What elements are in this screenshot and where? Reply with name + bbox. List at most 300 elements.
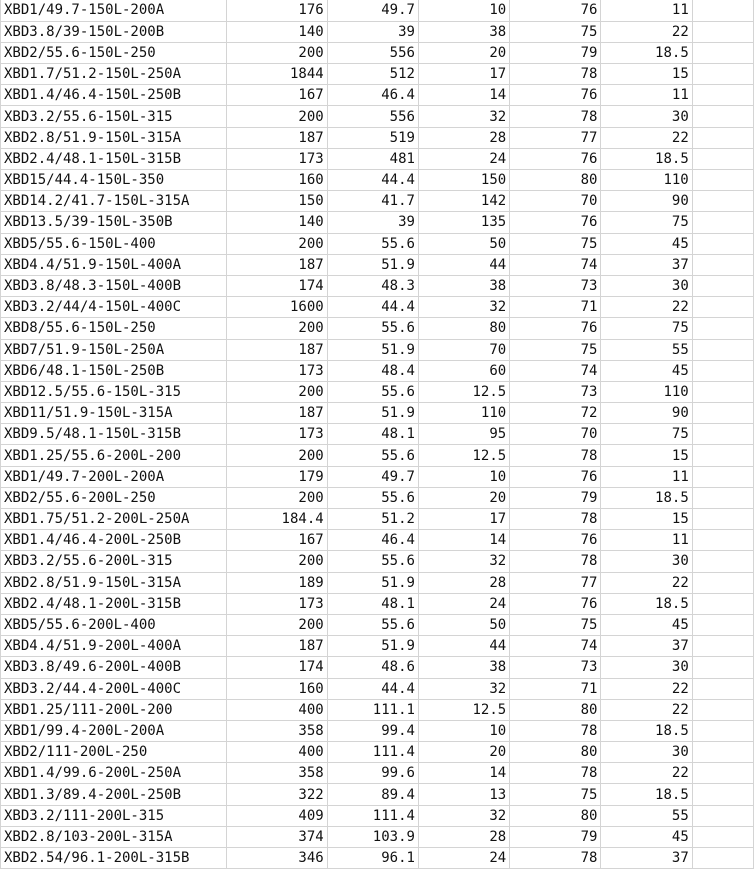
cell-value[interactable]: 51.9	[327, 403, 418, 424]
cell-model[interactable]: XBD1/49.7-150L-200A	[1, 0, 227, 21]
cell-value[interactable]: 160	[227, 170, 328, 191]
cell-empty[interactable]	[692, 297, 753, 318]
cell-value[interactable]: 48.4	[327, 360, 418, 381]
cell-value[interactable]: 12.5	[418, 699, 509, 720]
cell-value[interactable]: 22	[601, 678, 692, 699]
cell-empty[interactable]	[692, 445, 753, 466]
cell-empty[interactable]	[692, 424, 753, 445]
cell-value[interactable]: 135	[418, 212, 509, 233]
cell-value[interactable]: 44	[418, 636, 509, 657]
cell-value[interactable]: 173	[227, 593, 328, 614]
cell-value[interactable]: 174	[227, 275, 328, 296]
cell-value[interactable]: 179	[227, 466, 328, 487]
cell-value[interactable]: 76	[510, 148, 601, 169]
table-row	[1, 657, 754, 678]
cell-model[interactable]: XBD8/55.6-150L-250	[1, 318, 227, 339]
cell-value[interactable]: 167	[227, 85, 328, 106]
cell-value[interactable]: 75	[510, 339, 601, 360]
cell-empty[interactable]	[692, 170, 753, 191]
cell-value[interactable]: 30	[601, 551, 692, 572]
cell-value[interactable]: 346	[227, 848, 328, 869]
cell-value[interactable]: 74	[510, 360, 601, 381]
cell-value[interactable]: 46.4	[327, 530, 418, 551]
cell-model[interactable]: XBD1.7/51.2-150L-250A	[1, 64, 227, 85]
cell-model[interactable]: XBD1.75/51.2-200L-250A	[1, 509, 227, 530]
cell-value[interactable]: 30	[601, 106, 692, 127]
cell-empty[interactable]	[692, 360, 753, 381]
cell-empty[interactable]	[692, 339, 753, 360]
cell-value[interactable]: 74	[510, 636, 601, 657]
cell-value[interactable]: 96.1	[327, 848, 418, 869]
cell-empty[interactable]	[692, 826, 753, 847]
cell-value[interactable]: 80	[418, 318, 509, 339]
cell-value[interactable]: 48.6	[327, 657, 418, 678]
table-row	[1, 381, 754, 402]
cell-value[interactable]: 78	[510, 445, 601, 466]
cell-value[interactable]: 174	[227, 657, 328, 678]
cell-value[interactable]: 111.4	[327, 742, 418, 763]
cell-value[interactable]: 79	[510, 42, 601, 63]
cell-value[interactable]: 30	[601, 275, 692, 296]
cell-value[interactable]: 76	[510, 593, 601, 614]
cell-value[interactable]: 14	[418, 530, 509, 551]
cell-value[interactable]: 173	[227, 360, 328, 381]
cell-model[interactable]: XBD2/55.6-150L-250	[1, 42, 227, 63]
cell-empty[interactable]	[692, 593, 753, 614]
cell-value[interactable]: 15	[601, 64, 692, 85]
cell-value[interactable]: 75	[601, 212, 692, 233]
cell-value[interactable]: 111.4	[327, 805, 418, 826]
cell-value[interactable]: 11	[601, 85, 692, 106]
cell-value[interactable]: 15	[601, 445, 692, 466]
cell-value[interactable]: 556	[327, 42, 418, 63]
cell-value[interactable]: 80	[510, 170, 601, 191]
cell-value[interactable]: 41.7	[327, 191, 418, 212]
cell-value[interactable]: 44.4	[327, 297, 418, 318]
cell-value[interactable]: 71	[510, 678, 601, 699]
cell-model[interactable]: XBD3.2/55.6-150L-315	[1, 106, 227, 127]
cell-value[interactable]: 187	[227, 127, 328, 148]
table-body	[1, 0, 754, 869]
cell-value[interactable]: 46.4	[327, 85, 418, 106]
cell-value[interactable]: 90	[601, 403, 692, 424]
table-row	[1, 148, 754, 169]
cell-value[interactable]: 44.4	[327, 170, 418, 191]
cell-value[interactable]: 48.3	[327, 275, 418, 296]
cell-value[interactable]: 73	[510, 657, 601, 678]
cell-value[interactable]: 150	[418, 170, 509, 191]
cell-model[interactable]: XBD1.25/111-200L-200	[1, 699, 227, 720]
cell-value[interactable]: 358	[227, 720, 328, 741]
cell-value[interactable]: 55.6	[327, 445, 418, 466]
cell-value[interactable]: 200	[227, 106, 328, 127]
cell-model[interactable]: XBD2.8/51.9-150L-315A	[1, 572, 227, 593]
cell-value[interactable]: 110	[418, 403, 509, 424]
cell-value[interactable]: 50	[418, 614, 509, 635]
cell-value[interactable]: 18.5	[601, 720, 692, 741]
cell-value[interactable]: 48.1	[327, 424, 418, 445]
cell-value[interactable]: 78	[510, 509, 601, 530]
cell-value[interactable]: 187	[227, 636, 328, 657]
cell-value[interactable]: 99.6	[327, 763, 418, 784]
cell-value[interactable]: 72	[510, 403, 601, 424]
cell-model[interactable]: XBD3.8/49.6-200L-400B	[1, 657, 227, 678]
cell-value[interactable]: 1600	[227, 297, 328, 318]
cell-empty[interactable]	[692, 742, 753, 763]
cell-empty[interactable]	[692, 551, 753, 572]
cell-value[interactable]: 55.6	[327, 614, 418, 635]
cell-value[interactable]: 32	[418, 678, 509, 699]
cell-value[interactable]: 55.6	[327, 381, 418, 402]
cell-value[interactable]: 11	[601, 0, 692, 21]
cell-model[interactable]: XBD6/48.1-150L-250B	[1, 360, 227, 381]
cell-empty[interactable]	[692, 106, 753, 127]
cell-value[interactable]: 45	[601, 826, 692, 847]
cell-value[interactable]: 76	[510, 85, 601, 106]
cell-value[interactable]: 49.7	[327, 466, 418, 487]
cell-value[interactable]: 519	[327, 127, 418, 148]
cell-model[interactable]: XBD3.8/39-150L-200B	[1, 21, 227, 42]
cell-model[interactable]: XBD13.5/39-150L-350B	[1, 212, 227, 233]
cell-empty[interactable]	[692, 848, 753, 869]
cell-value[interactable]: 37	[601, 636, 692, 657]
cell-value[interactable]: 78	[510, 763, 601, 784]
cell-model[interactable]: XBD5/55.6-150L-400	[1, 233, 227, 254]
cell-model[interactable]: XBD11/51.9-150L-315A	[1, 403, 227, 424]
cell-value[interactable]: 78	[510, 106, 601, 127]
cell-value[interactable]: 15	[601, 509, 692, 530]
cell-value[interactable]: 28	[418, 572, 509, 593]
cell-empty[interactable]	[692, 85, 753, 106]
cell-value[interactable]: 75	[601, 318, 692, 339]
cell-model[interactable]: XBD7/51.9-150L-250A	[1, 339, 227, 360]
cell-value[interactable]: 11	[601, 530, 692, 551]
cell-value[interactable]: 51.9	[327, 254, 418, 275]
cell-value[interactable]: 111.1	[327, 699, 418, 720]
cell-value[interactable]: 55	[601, 339, 692, 360]
cell-empty[interactable]	[692, 233, 753, 254]
cell-value[interactable]: 50	[418, 233, 509, 254]
cell-value[interactable]: 79	[510, 487, 601, 508]
cell-value[interactable]: 12.5	[418, 445, 509, 466]
cell-empty[interactable]	[692, 572, 753, 593]
cell-value[interactable]: 37	[601, 254, 692, 275]
cell-value[interactable]: 200	[227, 551, 328, 572]
cell-empty[interactable]	[692, 0, 753, 21]
cell-value[interactable]: 39	[327, 21, 418, 42]
cell-value[interactable]: 28	[418, 826, 509, 847]
cell-value[interactable]: 103.9	[327, 826, 418, 847]
cell-value[interactable]: 70	[510, 191, 601, 212]
cell-value[interactable]: 75	[510, 21, 601, 42]
cell-value[interactable]: 13	[418, 784, 509, 805]
cell-value[interactable]: 200	[227, 381, 328, 402]
cell-empty[interactable]	[692, 784, 753, 805]
cell-value[interactable]: 110	[601, 170, 692, 191]
cell-value[interactable]: 48.1	[327, 593, 418, 614]
cell-value[interactable]: 409	[227, 805, 328, 826]
cell-value[interactable]: 556	[327, 106, 418, 127]
cell-value[interactable]: 37	[601, 848, 692, 869]
cell-value[interactable]: 45	[601, 233, 692, 254]
cell-model[interactable]: XBD3.2/111-200L-315	[1, 805, 227, 826]
cell-value[interactable]: 160	[227, 678, 328, 699]
cell-value[interactable]: 89.4	[327, 784, 418, 805]
cell-value[interactable]: 173	[227, 148, 328, 169]
table-row	[1, 191, 754, 212]
cell-value[interactable]: 73	[510, 381, 601, 402]
cell-value[interactable]: 22	[601, 127, 692, 148]
cell-value[interactable]: 99.4	[327, 720, 418, 741]
cell-value[interactable]: 400	[227, 699, 328, 720]
cell-model[interactable]: XBD2.4/48.1-150L-315B	[1, 148, 227, 169]
cell-value[interactable]: 71	[510, 297, 601, 318]
cell-value[interactable]: 79	[510, 826, 601, 847]
cell-value[interactable]: 14	[418, 763, 509, 784]
cell-model[interactable]: XBD3.2/44.4-200L-400C	[1, 678, 227, 699]
cell-value[interactable]: 10	[418, 0, 509, 21]
cell-value[interactable]: 189	[227, 572, 328, 593]
cell-value[interactable]: 45	[601, 614, 692, 635]
cell-value[interactable]: 55.6	[327, 487, 418, 508]
cell-value[interactable]: 14	[418, 85, 509, 106]
table-row	[1, 233, 754, 254]
cell-empty[interactable]	[692, 466, 753, 487]
cell-value[interactable]: 76	[510, 466, 601, 487]
cell-value[interactable]: 187	[227, 254, 328, 275]
cell-value[interactable]: 10	[418, 720, 509, 741]
cell-value[interactable]: 38	[418, 21, 509, 42]
cell-value[interactable]: 51.9	[327, 572, 418, 593]
cell-value[interactable]: 187	[227, 403, 328, 424]
cell-value[interactable]: 1844	[227, 64, 328, 85]
cell-value[interactable]: 75	[510, 233, 601, 254]
cell-value[interactable]: 200	[227, 318, 328, 339]
cell-value[interactable]: 11	[601, 466, 692, 487]
cell-model[interactable]: XBD2.8/51.9-150L-315A	[1, 127, 227, 148]
cell-value[interactable]: 76	[510, 0, 601, 21]
cell-value[interactable]: 187	[227, 339, 328, 360]
cell-value[interactable]: 12.5	[418, 381, 509, 402]
cell-empty[interactable]	[692, 763, 753, 784]
cell-value[interactable]: 30	[601, 742, 692, 763]
cell-value[interactable]: 60	[418, 360, 509, 381]
cell-value[interactable]: 24	[418, 148, 509, 169]
cell-value[interactable]: 90	[601, 191, 692, 212]
cell-value[interactable]: 200	[227, 445, 328, 466]
cell-model[interactable]: XBD1.4/46.4-200L-250B	[1, 530, 227, 551]
cell-value[interactable]: 173	[227, 424, 328, 445]
cell-empty[interactable]	[692, 509, 753, 530]
cell-model[interactable]: XBD2.8/103-200L-315A	[1, 826, 227, 847]
cell-value[interactable]: 74	[510, 254, 601, 275]
cell-value[interactable]: 358	[227, 763, 328, 784]
cell-model[interactable]: XBD1.25/55.6-200L-200	[1, 445, 227, 466]
cell-value[interactable]: 32	[418, 551, 509, 572]
cell-empty[interactable]	[692, 64, 753, 85]
cell-value[interactable]: 76	[510, 318, 601, 339]
cell-value[interactable]: 55.6	[327, 318, 418, 339]
cell-value[interactable]: 22	[601, 699, 692, 720]
cell-empty[interactable]	[692, 636, 753, 657]
cell-value[interactable]: 200	[227, 614, 328, 635]
cell-empty[interactable]	[692, 530, 753, 551]
cell-value[interactable]: 184.4	[227, 509, 328, 530]
cell-value[interactable]: 18.5	[601, 487, 692, 508]
cell-model[interactable]: XBD5/55.6-200L-400	[1, 614, 227, 635]
cell-model[interactable]: XBD2/55.6-200L-250	[1, 487, 227, 508]
cell-model[interactable]: XBD2.54/96.1-200L-315B	[1, 848, 227, 869]
cell-model[interactable]: XBD4.4/51.9-200L-400A	[1, 636, 227, 657]
cell-model[interactable]: XBD3.2/55.6-200L-315	[1, 551, 227, 572]
cell-empty[interactable]	[692, 657, 753, 678]
cell-value[interactable]: 18.5	[601, 784, 692, 805]
cell-value[interactable]: 51.9	[327, 339, 418, 360]
cell-value[interactable]: 176	[227, 0, 328, 21]
cell-model[interactable]: XBD2/111-200L-250	[1, 742, 227, 763]
cell-value[interactable]: 374	[227, 826, 328, 847]
cell-value[interactable]: 55.6	[327, 233, 418, 254]
cell-value[interactable]: 150	[227, 191, 328, 212]
cell-empty[interactable]	[692, 275, 753, 296]
cell-empty[interactable]	[692, 805, 753, 826]
cell-value[interactable]: 140	[227, 21, 328, 42]
cell-empty[interactable]	[692, 254, 753, 275]
cell-value[interactable]: 75	[601, 424, 692, 445]
cell-model[interactable]: XBD1.4/99.6-200L-250A	[1, 763, 227, 784]
table-row	[1, 826, 754, 847]
cell-value[interactable]: 22	[601, 21, 692, 42]
table-row	[1, 0, 754, 21]
cell-value[interactable]: 30	[601, 657, 692, 678]
cell-value[interactable]: 38	[418, 275, 509, 296]
cell-value[interactable]: 73	[510, 275, 601, 296]
cell-value[interactable]: 167	[227, 530, 328, 551]
cell-empty[interactable]	[692, 678, 753, 699]
cell-value[interactable]: 400	[227, 742, 328, 763]
cell-value[interactable]: 80	[510, 742, 601, 763]
cell-empty[interactable]	[692, 212, 753, 233]
cell-value[interactable]: 51.9	[327, 636, 418, 657]
cell-value[interactable]: 77	[510, 572, 601, 593]
cell-model[interactable]: XBD12.5/55.6-150L-315	[1, 381, 227, 402]
cell-value[interactable]: 20	[418, 742, 509, 763]
cell-value[interactable]: 51.2	[327, 509, 418, 530]
cell-value[interactable]: 76	[510, 212, 601, 233]
table-row	[1, 360, 754, 381]
cell-model[interactable]: XBD9.5/48.1-150L-315B	[1, 424, 227, 445]
cell-value[interactable]: 80	[510, 805, 601, 826]
cell-value[interactable]: 80	[510, 699, 601, 720]
cell-value[interactable]: 22	[601, 572, 692, 593]
cell-value[interactable]: 20	[418, 487, 509, 508]
cell-value[interactable]: 322	[227, 784, 328, 805]
cell-value[interactable]: 20	[418, 42, 509, 63]
cell-value[interactable]: 78	[510, 720, 601, 741]
cell-model[interactable]: XBD2.4/48.1-200L-315B	[1, 593, 227, 614]
cell-value[interactable]: 200	[227, 487, 328, 508]
cell-empty[interactable]	[692, 614, 753, 635]
cell-value[interactable]: 49.7	[327, 0, 418, 21]
cell-model[interactable]: XBD1.3/89.4-200L-250B	[1, 784, 227, 805]
cell-model[interactable]: XBD3.2/44/4-150L-400C	[1, 297, 227, 318]
cell-value[interactable]: 32	[418, 805, 509, 826]
cell-value[interactable]: 24	[418, 593, 509, 614]
cell-value[interactable]: 78	[510, 64, 601, 85]
cell-value[interactable]: 17	[418, 64, 509, 85]
cell-empty[interactable]	[692, 148, 753, 169]
cell-value[interactable]: 45	[601, 360, 692, 381]
cell-value[interactable]: 22	[601, 763, 692, 784]
cell-value[interactable]: 78	[510, 848, 601, 869]
cell-value[interactable]: 75	[510, 784, 601, 805]
cell-empty[interactable]	[692, 318, 753, 339]
cell-value[interactable]: 38	[418, 657, 509, 678]
cell-value[interactable]: 18.5	[601, 593, 692, 614]
cell-value[interactable]: 140	[227, 212, 328, 233]
cell-empty[interactable]	[692, 381, 753, 402]
table-row	[1, 763, 754, 784]
cell-value[interactable]: 28	[418, 127, 509, 148]
cell-value[interactable]: 78	[510, 551, 601, 572]
cell-empty[interactable]	[692, 403, 753, 424]
cell-model[interactable]: XBD14.2/41.7-150L-315A	[1, 191, 227, 212]
cell-value[interactable]: 22	[601, 297, 692, 318]
cell-value[interactable]: 77	[510, 127, 601, 148]
cell-model[interactable]: XBD4.4/51.9-150L-400A	[1, 254, 227, 275]
cell-value[interactable]: 32	[418, 297, 509, 318]
cell-empty[interactable]	[692, 699, 753, 720]
cell-value[interactable]: 95	[418, 424, 509, 445]
cell-value[interactable]: 200	[227, 42, 328, 63]
cell-model[interactable]: XBD3.8/48.3-150L-400B	[1, 275, 227, 296]
cell-value[interactable]: 200	[227, 233, 328, 254]
cell-empty[interactable]	[692, 42, 753, 63]
cell-value[interactable]: 110	[601, 381, 692, 402]
cell-value[interactable]: 55	[601, 805, 692, 826]
cell-empty[interactable]	[692, 487, 753, 508]
cell-value[interactable]: 70	[418, 339, 509, 360]
table-row	[1, 339, 754, 360]
cell-value[interactable]: 481	[327, 148, 418, 169]
cell-value[interactable]: 70	[510, 424, 601, 445]
cell-empty[interactable]	[692, 21, 753, 42]
cell-value[interactable]: 24	[418, 848, 509, 869]
cell-value[interactable]: 44.4	[327, 678, 418, 699]
cell-model[interactable]: XBD1/99.4-200L-200A	[1, 720, 227, 741]
cell-value[interactable]: 18.5	[601, 148, 692, 169]
cell-empty[interactable]	[692, 191, 753, 212]
cell-model[interactable]: XBD1.4/46.4-150L-250B	[1, 85, 227, 106]
cell-value[interactable]: 142	[418, 191, 509, 212]
cell-value[interactable]: 44	[418, 254, 509, 275]
cell-model[interactable]: XBD15/44.4-150L-350	[1, 170, 227, 191]
cell-value[interactable]: 17	[418, 509, 509, 530]
cell-empty[interactable]	[692, 127, 753, 148]
cell-value[interactable]: 55.6	[327, 551, 418, 572]
cell-value[interactable]: 10	[418, 466, 509, 487]
table-row	[1, 403, 754, 424]
cell-empty[interactable]	[692, 720, 753, 741]
cell-value[interactable]: 32	[418, 106, 509, 127]
cell-value[interactable]: 39	[327, 212, 418, 233]
cell-value[interactable]: 512	[327, 64, 418, 85]
cell-value[interactable]: 76	[510, 530, 601, 551]
cell-model[interactable]: XBD1/49.7-200L-200A	[1, 466, 227, 487]
table-row	[1, 85, 754, 106]
cell-value[interactable]: 75	[510, 614, 601, 635]
cell-value[interactable]: 18.5	[601, 42, 692, 63]
